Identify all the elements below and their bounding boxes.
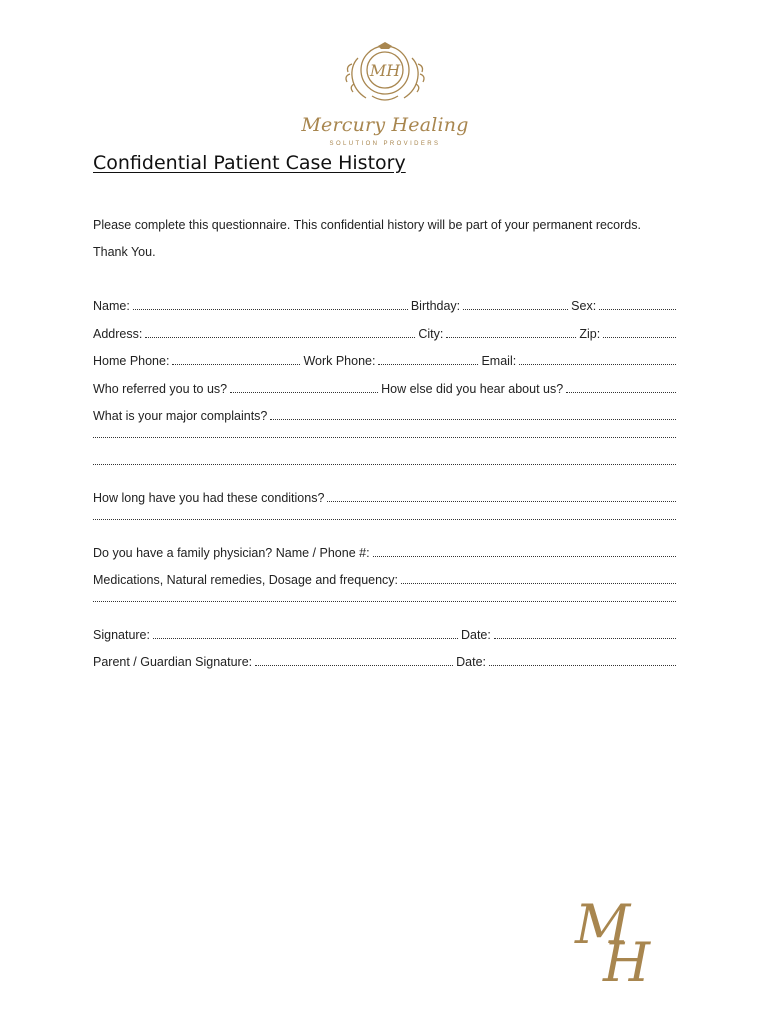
- zip-label: Zip:: [579, 327, 601, 341]
- thank-you-text: Thank You.: [93, 245, 156, 259]
- complaints-label: What is your major complaints?: [93, 409, 268, 423]
- how-long-label: How long have you had these conditions?: [93, 491, 325, 505]
- row-medications: [93, 573, 676, 587]
- guardian-signature-label: Parent / Guardian Signature:: [93, 655, 253, 669]
- intro-text: Please complete this questionnaire. This confidential history will be part of your permanent records.: [93, 218, 641, 232]
- physician-label: Do you have a family physician? Name / Phone #:: [93, 546, 370, 560]
- city-label: City:: [418, 327, 444, 341]
- home-phone-field[interactable]: [172, 363, 300, 365]
- medications-line-2: [93, 600, 676, 605]
- zip-field[interactable]: [603, 336, 676, 338]
- row-guardian-signature: [93, 655, 676, 669]
- address-label: Address:: [93, 327, 143, 341]
- hear-about-field[interactable]: [566, 391, 676, 393]
- how-long-field-line-2[interactable]: [93, 518, 676, 520]
- row-signature: [93, 628, 676, 642]
- email-field[interactable]: [519, 363, 676, 365]
- page-title: Confidential Patient Case History: [93, 152, 406, 174]
- date-field[interactable]: [494, 637, 676, 639]
- work-phone-field[interactable]: [378, 363, 478, 365]
- name-label: Name:: [93, 299, 130, 313]
- row-phones: [93, 354, 676, 368]
- row-address: [93, 327, 676, 341]
- city-field[interactable]: [446, 336, 576, 338]
- sex-field[interactable]: [599, 308, 676, 310]
- sex-label: Sex:: [571, 299, 597, 313]
- home-phone-label: Home Phone:: [93, 354, 170, 368]
- work-phone-label: Work Phone:: [303, 354, 376, 368]
- row-how-long: [93, 491, 676, 505]
- how-long-field[interactable]: [327, 500, 676, 502]
- brand-tagline: SOLUTION PROVIDERS: [329, 141, 441, 147]
- svg-text:MH: MH: [369, 61, 401, 80]
- svg-text:H: H: [603, 931, 651, 990]
- address-field[interactable]: [145, 336, 415, 338]
- name-field[interactable]: [133, 308, 408, 310]
- signature-field[interactable]: [153, 637, 458, 639]
- date-label: Date:: [460, 628, 491, 642]
- row-referral: [93, 382, 676, 396]
- medications-field-line-2[interactable]: [93, 600, 676, 602]
- guardian-date-label: Date:: [456, 655, 487, 669]
- birthday-field[interactable]: [463, 308, 568, 310]
- medications-field[interactable]: [401, 582, 676, 584]
- row-physician: [93, 546, 676, 560]
- complaints-line-2: [93, 436, 676, 441]
- complaints-field[interactable]: [270, 418, 676, 420]
- hear-about-label: How else did you hear about us?: [381, 382, 564, 396]
- row-name: [93, 299, 676, 313]
- row-complaints: [93, 409, 676, 423]
- complaints-field-line-2[interactable]: [93, 436, 676, 438]
- brand-name: Mercury Healing: [301, 114, 469, 136]
- email-label: Email:: [481, 354, 517, 368]
- guardian-date-field[interactable]: [489, 664, 676, 666]
- mh-monogram-icon: [565, 895, 685, 990]
- referred-label: Who referred you to us?: [93, 382, 228, 396]
- physician-field[interactable]: [373, 555, 676, 557]
- guardian-signature-field[interactable]: [255, 664, 453, 666]
- svg-text:M: M: [575, 895, 631, 956]
- medications-label: Medications, Natural remedies, Dosage and frequency:: [93, 573, 399, 587]
- referred-field[interactable]: [230, 391, 378, 393]
- mercury-healing-logo: [300, 40, 470, 155]
- complaints-line-3: [93, 463, 676, 468]
- signature-label: Signature:: [93, 628, 150, 642]
- complaints-field-line-3[interactable]: [93, 463, 676, 465]
- logo-emblem-icon: [300, 40, 470, 115]
- how-long-line-2: [93, 518, 676, 523]
- birthday-label: Birthday:: [410, 299, 461, 313]
